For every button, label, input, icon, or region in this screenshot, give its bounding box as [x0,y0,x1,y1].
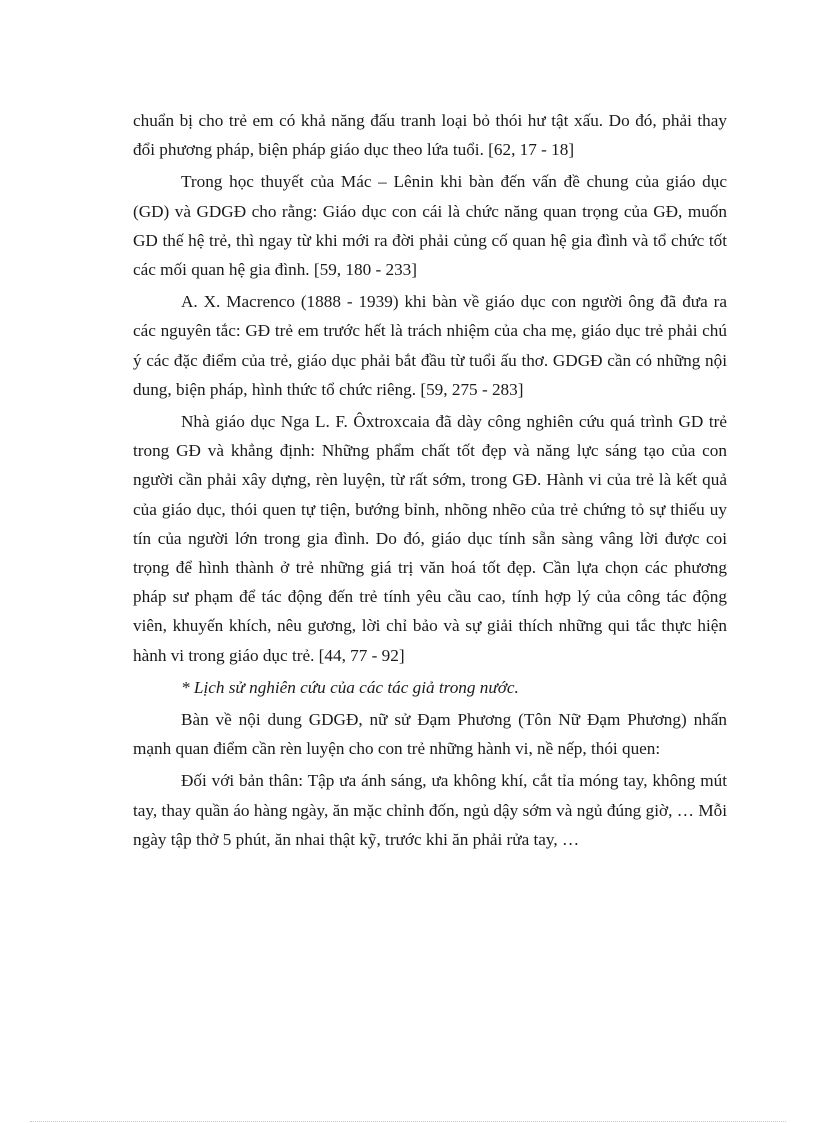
document-page [133,106,727,854]
paragraph-macrenco: A. X. Macrenco (1888 - 1939) khi bàn về giáo dục con người ông đã đưa ra các nguyên tắc: GĐ trẻ em trước hết là trách nhiệm của cha mẹ, giáo dục trẻ phải chú ý các đặc điểm của trẻ, giáo dục phải bắt đầu từ tuổi ấu thơ. GDGĐ cần có những nội dung, biện pháp, hình thức tổ chức riêng. [59, 275 - 283] [133,292,727,399]
paragraph-continuation: chuẩn bị cho trẻ em có khả năng đấu tranh loại bỏ thói hư tật xấu. Do đó, phải thay đổi phương pháp, biện pháp giáo dục theo lứa tuổi. [62, 17 - 18] [133,111,727,160]
paragraph-oxtroxcaia: Nhà giáo dục Nga L. F. Ôxtroxcaia đã dày công nghiên cứu quá trình GD trẻ trong GĐ và khẳng định: Những phẩm chất tốt đẹp và năng lực sáng tạo của con người cần phải xây dựng, rèn luyện, từ rất sớm, trong GĐ. Hành vi của trẻ là kết quả của giáo dục, thói quen tự tiện, bướng bỉnh, nhõng nhẽo của trẻ chứng tỏ sự thiếu uy tín của người lớn trong gia đình. Do đó, giáo dục tính sẵn sàng vâng lời được coi trọng để hình thành ở trẻ những giá trị văn hoá tốt đẹp. Cần lựa chọn các phương pháp sư phạm để tác động đến trẻ tính yêu cầu cao, tính hợp lý của công tác động viên, khuyến khích, nêu gương, lời chỉ bảo và sự giải thích những qui tắc thực hiện hành vi trong giáo dục trẻ. [44, 77 - 92] [133,412,727,665]
page-bottom-divider [30,1121,786,1122]
paragraph-self-habits: Đối với bản thân: Tập ưa ánh sáng, ưa không khí, cắt tỉa móng tay, không mút tay, thay quần áo hàng ngày, ăn mặc chỉnh đốn, ngủ dậy sớm và ngủ đúng giờ, … Mỗi ngày tập thở 5 phút, ăn nhai thật kỹ, trước khi ăn phải rửa tay, … [133,771,727,849]
paragraph-marx-lenin: Trong học thuyết của Mác – Lênin khi bàn đến vấn đề chung của giáo dục (GD) và GDGĐ cho rằng: Giáo dục con cái là chức năng quan trọng của GĐ, muốn GD thế hệ trẻ, thì ngay từ khi mới ra đời phải củng cố quan hệ gia đình và tổ chức tốt các mối quan hệ gia đình. [59, 180 - 233] [133,172,727,280]
paragraph-dam-phuong: Bàn về nội dung GDGĐ, nữ sử Đạm Phương (Tôn Nữ Đạm Phương) nhấn mạnh quan điểm cần rèn luyện cho con trẻ những hành vi, nề nếp, thói quen: [133,710,727,759]
section-heading-domestic-research: * Lịch sử nghiên cứu của các tác giả trong nước. [181,677,519,697]
